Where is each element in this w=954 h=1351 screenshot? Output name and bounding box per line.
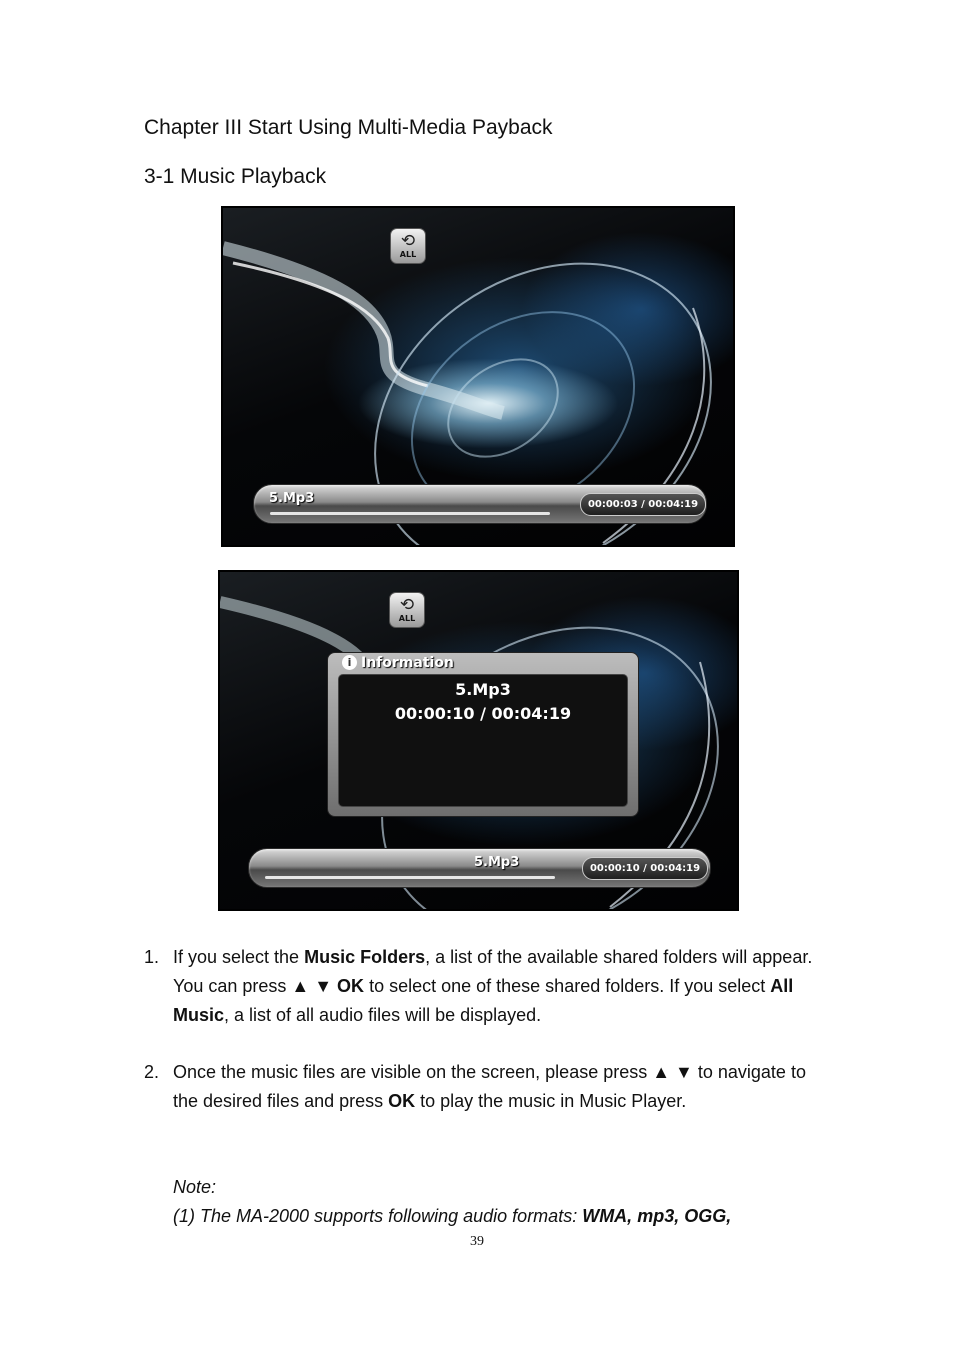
time-display: 00:00:10 / 00:04:19	[582, 857, 708, 880]
info-time: 00:00:10 / 00:04:19	[394, 704, 572, 723]
playback-bar	[253, 484, 707, 524]
information-body	[338, 674, 628, 807]
music-player-screenshot-2	[218, 570, 739, 911]
playback-bar	[248, 848, 711, 888]
note-line-1: (1) The MA-2000 supports following audio formats: WMA, mp3, OGG,	[173, 1206, 732, 1226]
information-title: Information	[361, 655, 454, 671]
info-icon: i	[342, 655, 357, 670]
progress-track	[265, 876, 555, 879]
progress-track	[270, 512, 550, 515]
information-dialog	[327, 652, 639, 817]
track-title: 5.Mp3	[474, 855, 520, 870]
step-1-text: If you select the Music Folders, a list of the available shared folders will appear. You can press ▲ ▼ OK to select one of these shared folders. If you select All Music, a list of all audio files will be displayed.	[173, 947, 813, 1025]
repeat-all-icon: ⟲ ALL	[390, 228, 426, 264]
step-1-number: 1.	[144, 947, 160, 967]
page-number: 39	[470, 1234, 484, 1249]
chapter-heading: Chapter III Start Using Multi-Media Payback	[144, 116, 553, 139]
step-2-number: 2.	[144, 1062, 160, 1082]
information-header	[342, 653, 454, 673]
note-label: Note:	[173, 1177, 217, 1197]
info-track-name: 5.Mp3	[455, 680, 511, 699]
section-heading: 3-1 Music Playback	[144, 165, 327, 188]
step-2-text: Once the music files are visible on the screen, please press ▲ ▼ to navigate to the desired files and press OK to play the music in Music Player.	[173, 1062, 806, 1111]
time-display: 00:00:03 / 00:04:19	[580, 493, 706, 516]
track-title: 5.Mp3	[269, 491, 315, 506]
music-player-screenshot-1	[221, 206, 735, 547]
repeat-all-icon: ⟲ ALL	[389, 592, 425, 628]
